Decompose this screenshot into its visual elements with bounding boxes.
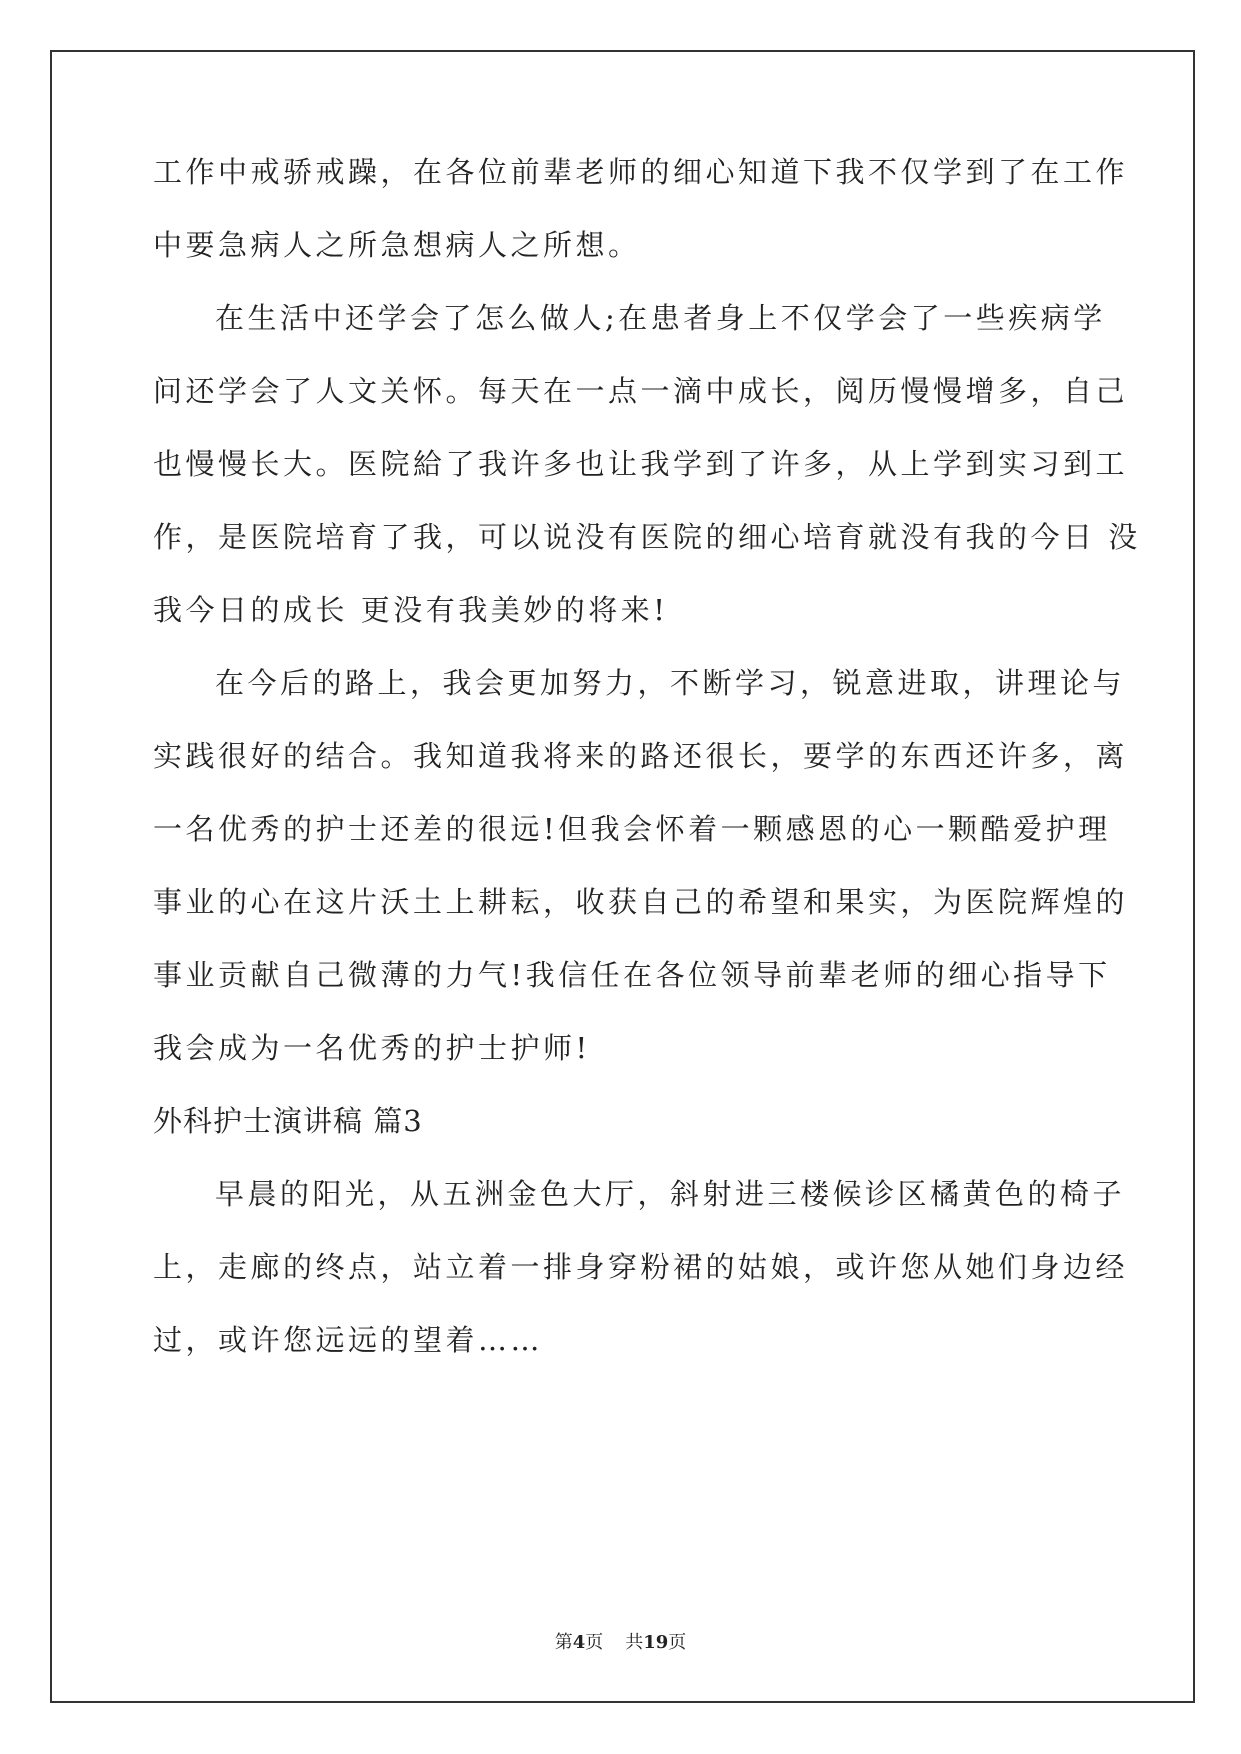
text-line: 我会成为一名优秀的护士护师! [153, 1031, 591, 1065]
footer-total-prefix: 共 [625, 1632, 644, 1653]
text-line: 工作中戒骄戒躁，在各位前辈老师的细心知道下我不仅学到了在工作 [153, 155, 1129, 189]
text-line: 作，是医院培育了我，可以说没有医院的细心培育就没有我的今日 没 [153, 520, 1141, 554]
text-line: 事业的心在这片沃土上耕耘，收获自己的希望和果实，为医院辉煌的 [153, 885, 1129, 919]
current-page-number: 4 [572, 1632, 586, 1653]
text-line: 中要急病人之所急想病人之所想。 [153, 228, 641, 262]
section-heading: 外科护士演讲稿 篇3 [153, 1104, 423, 1138]
text-line: 在今后的路上，我会更加努力，不断学习，锐意进取，讲理论与 [215, 666, 1126, 700]
text-line: 过，或许您远远的望着…… [153, 1323, 544, 1357]
text-line: 也慢慢长大。医院給了我许多也让我学到了许多，从上学到实习到工 [153, 447, 1129, 481]
text-line: 上，走廊的终点，站立着一排身穿粉裙的姑娘，或许您从她们身边经 [153, 1250, 1129, 1284]
text-line: 早晨的阳光，从五洲金色大厅，斜射进三楼候诊区橘黄色的椅子 [215, 1177, 1126, 1211]
text-line: 我今日的成长 更没有我美妙的将来! [153, 593, 669, 627]
text-line: 一名优秀的护士还差的很远!但我会怀着一颗感恩的心一颗酷爱护理 [153, 812, 1111, 846]
footer-page-suffix: 页 [585, 1632, 604, 1653]
page-footer [0, 1630, 1241, 1656]
footer-prefix: 第 [554, 1632, 573, 1653]
text-line: 事业贡献自己微薄的力气!我信任在各位领导前辈老师的细心指导下 [153, 958, 1111, 992]
text-line: 问还学会了人文关怀。每天在一点一滴中成长，阅历慢慢增多，自己 [153, 374, 1129, 408]
footer-total-suffix: 页 [668, 1632, 687, 1653]
text-line: 在生活中还学会了怎么做人;在患者身上不仅学会了一些疾病学 [215, 301, 1106, 335]
total-page-number: 19 [643, 1632, 669, 1653]
text-line: 实践很好的结合。我知道我将来的路还很长，要学的东西还许多，离 [153, 739, 1129, 773]
